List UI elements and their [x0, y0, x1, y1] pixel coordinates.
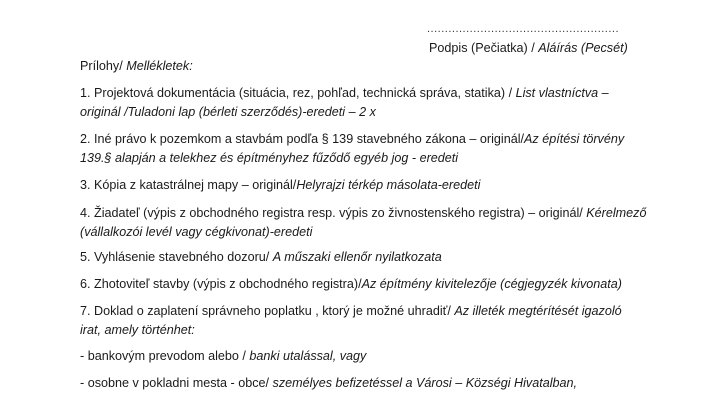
item-4-hu: Kérelmező: [586, 206, 647, 220]
attachment-item-6: [80, 275, 680, 294]
attachment-item-1: [80, 84, 680, 121]
item-7-sk: 7. Doklad o zaplatení správneho poplatku , ktorý je možné uhradiť/: [80, 304, 455, 318]
item-1-hu: List vlastníctva –: [515, 86, 609, 100]
attachment-item-4: [80, 204, 680, 241]
attachment-item-3: [80, 176, 680, 195]
item-4-sk: 4. Žiadateľ (výpis z obchodného registra resp. výpis zo živnostenského registra) – originál/: [80, 206, 587, 220]
signature-label-sk: Podpis (Pečiatka) /: [429, 41, 539, 55]
attachments-heading-hu: Mellékletek:: [126, 59, 193, 73]
signature-label: [429, 41, 628, 55]
payment-option-bank: [80, 347, 680, 366]
attachment-item-7: [80, 302, 680, 339]
item-3-hu: Helyrajzi térkép másolata-eredeti: [296, 178, 481, 192]
payment-option-bank-hu: banki utalással, vagy: [249, 349, 367, 363]
item-5-sk: 5. Vyhlásenie stavebného dozoru/: [80, 250, 273, 264]
payment-option-cash-sk: - osobne v pokladni mesta - obce/: [80, 376, 273, 390]
item-3-sk: 3. Kópia z katastrálnej mapy – originál/: [80, 178, 297, 192]
payment-option-cash: [80, 374, 680, 393]
payment-option-cash-hu: személyes befizetéssel a Városi – Községi Hivatalban,: [272, 376, 578, 390]
attachment-item-5: [80, 248, 680, 267]
item-7-hu-cont: irat, amely történhet:: [80, 322, 195, 337]
item-1-hu-cont: originál /Tuladoni lap (bérleti szerződés)-eredeti – 2 x: [80, 104, 376, 119]
item-6-sk: 6. Zhotoviteľ stavby (výpis z obchodného registra)/: [80, 277, 362, 291]
item-5-hu: A műszaki ellenőr nyilatkozata: [272, 250, 442, 264]
signature-label-hu: Aláírás (Pecsét): [538, 41, 628, 55]
item-7-hu: Az illeték megtérítését igazoló: [454, 304, 622, 318]
item-1-sk: 1. Projektová dokumentácia (situácia, rez, pohľad, technická správa, statika) /: [80, 86, 516, 100]
signature-line: ......................................................: [427, 23, 620, 35]
attachments-heading-sk: Prílohy/: [80, 59, 127, 73]
attachment-item-2: [80, 130, 680, 167]
item-2-sk: 2. Iné právo k pozemkom a stavbám podľa § 139 stavebného zákona – originál/: [80, 132, 525, 146]
attachments-heading: [80, 57, 680, 76]
item-2-hu-cont: 139.§ alapján a telekhez és építményhez fűződő egyéb jog - eredeti: [80, 150, 459, 165]
item-6-hu: Az építmény kivitelezője (cégjegyzék kivonata): [361, 277, 622, 291]
item-4-hu-cont: (vállalkozói levél vagy cégkivonat)-eredeti: [80, 224, 313, 239]
item-2-hu: Az építési törvény: [524, 132, 625, 146]
payment-option-bank-sk: - bankovým prevodom alebo /: [80, 349, 250, 363]
